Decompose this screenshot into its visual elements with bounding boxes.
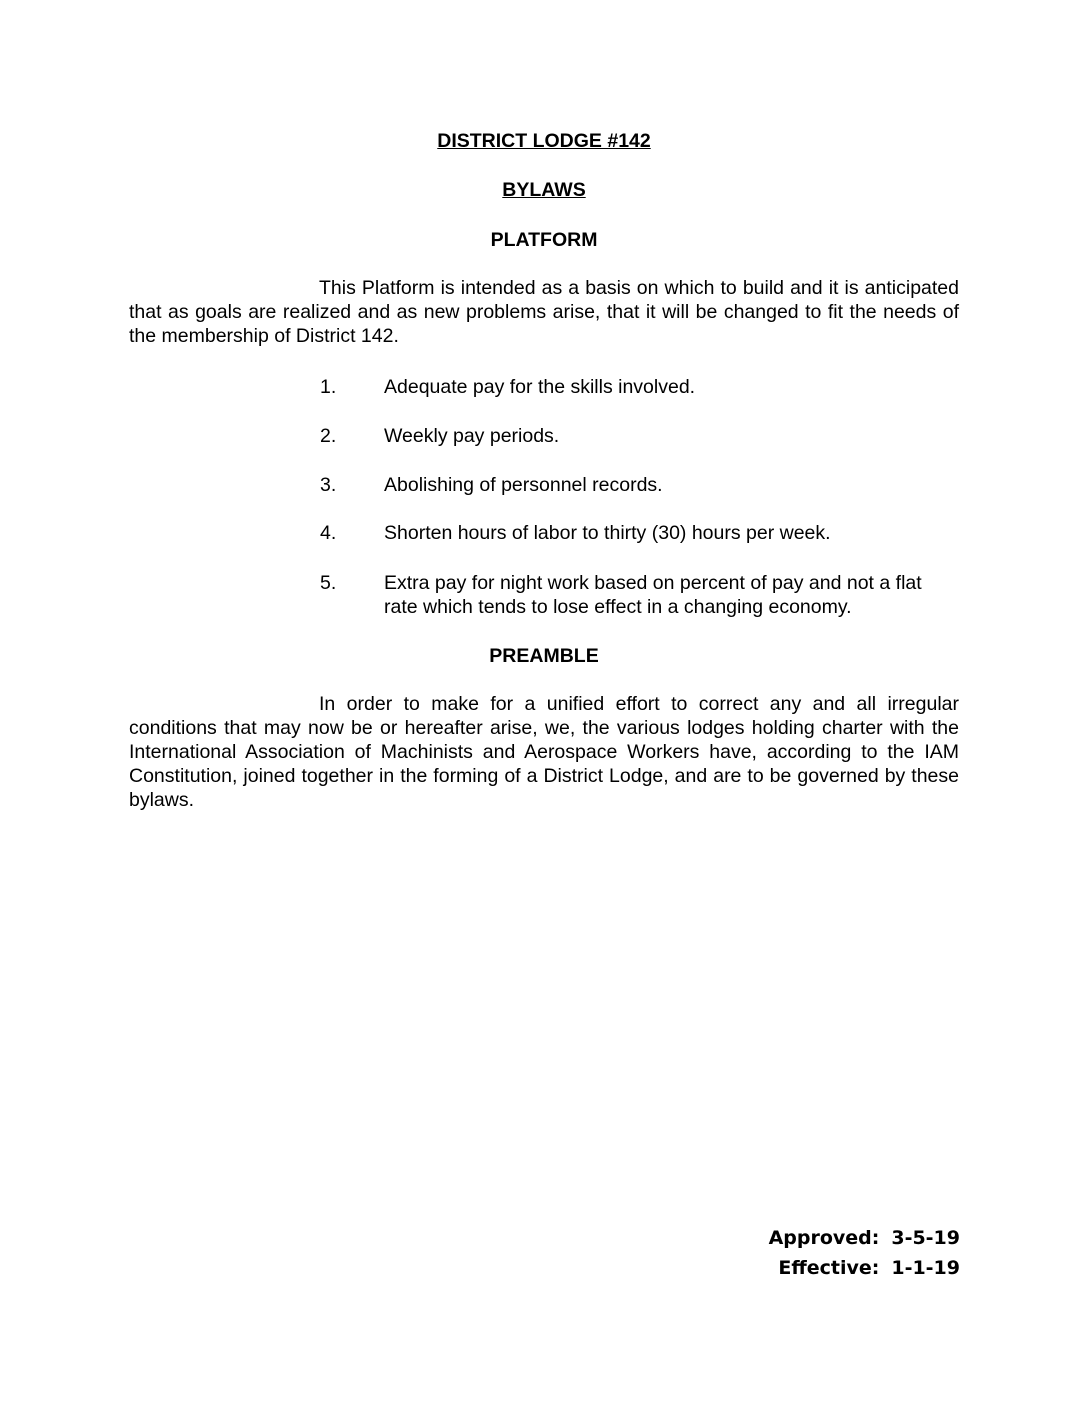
item-number: 4.	[320, 522, 337, 544]
item-text: Shorten hours of labor to thirty (30) hours per week.	[384, 522, 831, 544]
platform-item-4	[320, 521, 960, 545]
item-number: 1.	[320, 376, 337, 398]
effective-label: Effective:	[778, 1257, 880, 1279]
platform-item-2	[320, 424, 960, 448]
effective-line	[700, 1255, 960, 1281]
item-text: Adequate pay for the skills involved.	[384, 376, 696, 398]
item-number: 3.	[320, 474, 337, 496]
approved-line	[700, 1225, 960, 1251]
preamble-heading: PREAMBLE	[489, 645, 599, 667]
platform-item-5	[320, 571, 960, 619]
preamble-text: In order to make for a unified effort to correct any and all irregular conditions that may now be or hereafter arise, we, the various lodges holding charter with the International Association of Machinists and Aerospace Workers have, according to the IAM Constitution, joined together in the forming of a District Lodge, and are to be governed by these bylaws.	[129, 693, 959, 811]
approved-label: Approved:	[768, 1227, 880, 1249]
item-text: Abolishing of personnel records.	[384, 474, 663, 496]
platform-item-1	[320, 375, 960, 399]
item-text: Extra pay for night work based on percent of pay and not a flat rate which tends to lose effect in a changing economy.	[384, 572, 922, 618]
document-title: DISTRICT LODGE #142	[437, 130, 651, 152]
item-text: Weekly pay periods.	[384, 425, 560, 447]
item-number: 2.	[320, 425, 337, 447]
approved-value: 3-5-19	[891, 1227, 960, 1249]
effective-value: 1-1-19	[891, 1257, 960, 1279]
item-number: 5.	[320, 572, 337, 594]
platform-heading: PLATFORM	[490, 229, 598, 251]
document-subtitle: BYLAWS	[502, 179, 586, 201]
platform-intro: This Platform is intended as a basis on which to build and it is anticipated that as goals are realized and as new problems arise, that it will be changed to fit the needs of the membership of District 142.	[129, 277, 959, 347]
platform-item-3	[320, 473, 960, 497]
